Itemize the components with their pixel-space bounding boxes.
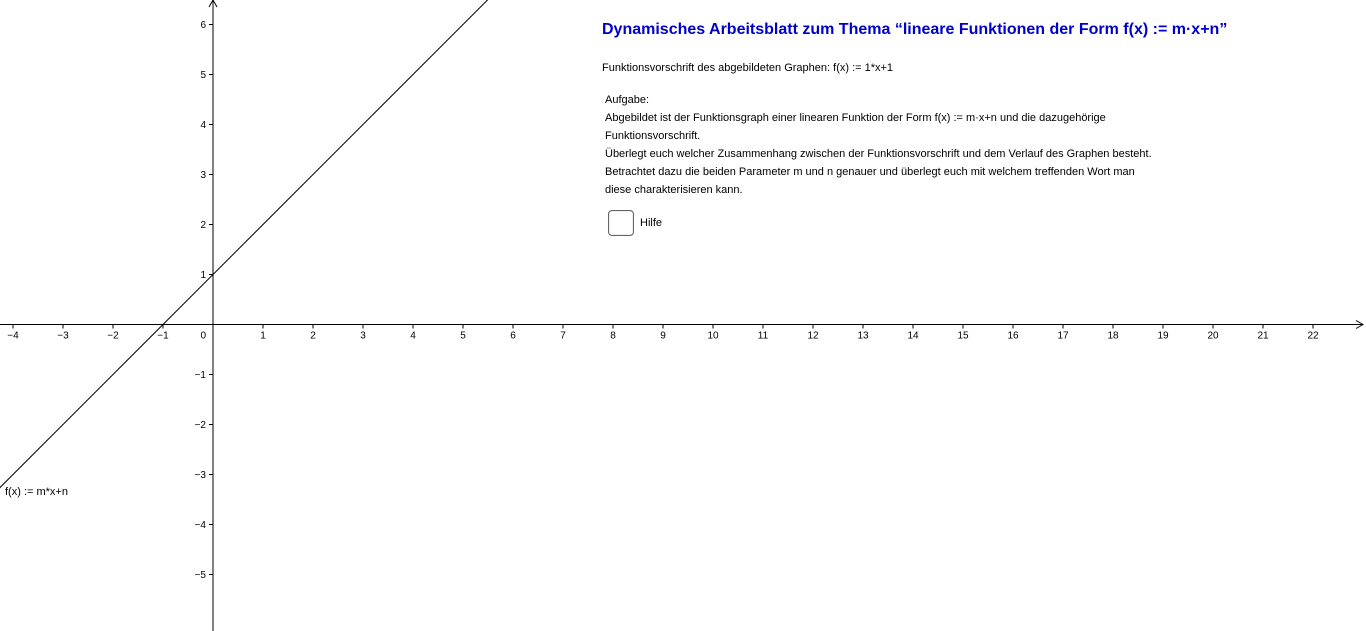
y-tick-label: −4 bbox=[194, 520, 206, 531]
x-tick-label: 10 bbox=[707, 330, 719, 342]
y-tick-label: −3 bbox=[194, 470, 206, 481]
graph-label: f(x) := m*x+n bbox=[5, 486, 68, 498]
x-tick-label: 21 bbox=[1257, 330, 1269, 342]
task-line: Funktionsvorschrift. bbox=[605, 130, 701, 142]
x-tick-label: 1 bbox=[260, 330, 266, 342]
x-tick-label: 9 bbox=[660, 330, 666, 342]
y-tick-label: 5 bbox=[200, 70, 206, 81]
x-tick-label: 5 bbox=[460, 330, 466, 342]
x-tick-label: 22 bbox=[1307, 330, 1319, 342]
x-tick-label: 3 bbox=[360, 330, 366, 342]
x-tick-label: 13 bbox=[857, 330, 869, 342]
x-tick-label: 11 bbox=[757, 330, 769, 342]
x-tick-label: 15 bbox=[957, 330, 969, 342]
task-line: diese charakterisieren kann. bbox=[605, 184, 743, 196]
y-tick-label: 1 bbox=[200, 270, 206, 281]
x-tick-label: 16 bbox=[1007, 330, 1019, 342]
x-tick-label: 6 bbox=[510, 330, 516, 342]
y-tick-label: 3 bbox=[200, 170, 206, 181]
y-tick-label: 4 bbox=[200, 120, 206, 131]
x-tick-label: 19 bbox=[1157, 330, 1169, 342]
y-tick-label: 2 bbox=[200, 220, 206, 231]
x-tick-label: 20 bbox=[1207, 330, 1219, 342]
y-tick-label: 6 bbox=[200, 20, 206, 31]
x-tick-label: −4 bbox=[7, 330, 19, 342]
x-tick-label: 12 bbox=[807, 330, 819, 342]
x-tick-label: −2 bbox=[107, 330, 119, 342]
task-line: Überlegt euch welcher Zusammenhang zwischen der Funktionsvorschrift und dem Verlauf des Graphen besteht. bbox=[605, 148, 1152, 160]
help-checkbox-label[interactable]: Hilfe bbox=[640, 217, 663, 229]
x-tick-label: 17 bbox=[1057, 330, 1069, 342]
task-text bbox=[605, 91, 1245, 199]
x-tick-label: 4 bbox=[410, 330, 416, 342]
page-title: Dynamisches Arbeitsblatt zum Thema “lineare Funktionen der Form f(x) := m·x+n” bbox=[602, 21, 1228, 38]
help-checkbox[interactable] bbox=[608, 210, 662, 236]
help-checkbox-box[interactable] bbox=[608, 210, 634, 236]
y-tick-label: −2 bbox=[194, 420, 206, 431]
origin-label: 0 bbox=[200, 330, 206, 342]
x-tick-label: 8 bbox=[610, 330, 616, 342]
x-tick-label: −3 bbox=[57, 330, 69, 342]
task-line: Abgebildet ist der Funktionsgraph einer linearen Funktion der Form f(x) := m·x+n und die dazugehörige bbox=[605, 112, 1106, 124]
y-tick-label: −5 bbox=[194, 570, 206, 581]
x-tick-label: 14 bbox=[907, 330, 919, 342]
x-tick-label: 2 bbox=[310, 330, 316, 342]
y-tick-label: −1 bbox=[194, 370, 206, 381]
function-definition-text: Funktionsvorschrift des abgebildeten Graphen: f(x) := 1*x+1 bbox=[602, 62, 894, 74]
task-heading: Aufgabe: bbox=[605, 94, 650, 106]
x-tick-label: −1 bbox=[157, 330, 169, 342]
x-tick-label: 7 bbox=[560, 330, 566, 342]
task-line: Betrachtet dazu die beiden Parameter m und n genauer und überlegt euch mit welchem treffenden Wort man bbox=[605, 166, 1135, 178]
x-tick-label: 18 bbox=[1107, 330, 1119, 342]
